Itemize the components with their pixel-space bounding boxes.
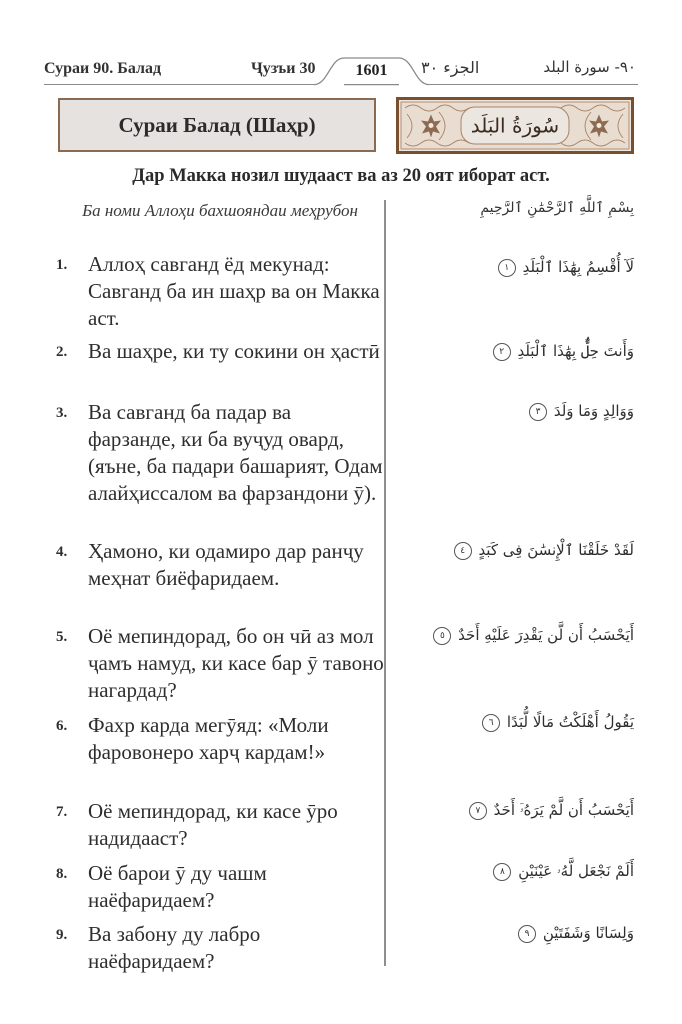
header-juz-tajik: Ҷузъи 30 [251,60,316,77]
verse-number: 4. [56,544,68,560]
header-juz-arabic: الجزء ٣٠ [421,58,480,77]
verse-arabic-text: لَآ أُقْسِمُ بِهَٰذَا ٱلْبَلَدِ [522,258,634,276]
surah-title-tajik: Сураи Балад (Шаҳр) [118,112,316,137]
ayah-number-marker-icon: ٢ [493,343,511,361]
header-surah-tajik: Сураи 90. Балад [44,60,162,77]
ayah-number-marker-icon: ٨ [493,863,511,881]
verse-arabic [400,713,634,732]
verse-text: Ҳамоно, ки одамиро дар ранҷу меҳнат биёфаридаем. [88,539,364,590]
verse-text: Оё барои ӯ ду чашм наёфаридаем? [88,861,267,912]
verse-number: 8. [56,866,68,882]
verse-text: Фахр карда мегӯяд: «Моли фаровонеро харҷ кардам!» [88,713,329,764]
verse-arabic-text: يَقُولُ أَهْلَكْتُ مَالًا لُّبَدًا [506,713,634,731]
surah-title-ornament [396,97,634,154]
verse-text: Оё мепиндорад, ки касе ӯро надидааст? [88,799,338,850]
ayah-number-marker-icon: ٤ [454,542,472,560]
verse-text: Ва шаҳре, ки ту сокини он ҳастӣ [88,339,380,363]
column-divider [384,200,386,966]
verse-arabic [400,862,634,881]
ayah-number-marker-icon: ٩ [518,925,536,943]
verse-number: 3. [56,405,68,421]
verse-arabic-text: وَأَنتَ حِلٌّۢ بِهَٰذَا ٱلْبَلَدِ [517,342,634,360]
header-surah-arabic: ٩٠- سورة البلد [543,58,636,76]
verse-arabic [400,924,634,943]
verse-number: 1. [56,257,68,273]
basmala-translation: Ба номи Аллоҳи бахшояндаи меҳрубон [82,201,358,220]
basmala-arabic: بِسْمِ ٱللَّهِ ٱلرَّحْمَٰنِ ٱلرَّحِيمِ [480,200,634,216]
verse-number: 5. [56,629,68,645]
verse-arabic-text: وَلِسَانًا وَشَفَتَيْنِ [542,924,634,942]
verse-arabic-text: لَقَدْ خَلَقْنَا ٱلْإِنسَٰنَ فِى كَبَدٍ [478,541,634,559]
verse-number: 7. [56,804,68,820]
verse-number: 9. [56,927,68,943]
revelation-info: Дар Макка нозил шудааст ва аз 20 оят иборат аст. [132,166,550,186]
ayah-number-marker-icon: ١ [498,259,516,277]
verse-arabic [400,402,634,421]
verse-text: Ва забону ду лабро наёфаридаем? [88,922,261,973]
verse-arabic [400,258,634,277]
verse-number: 2. [56,344,68,360]
running-header [44,56,638,86]
verse-arabic [400,342,634,361]
ayah-number-marker-icon: ٣ [529,403,547,421]
verse-number: 6. [56,718,68,734]
surah-title-arabic: سُورَةُ البَلَد [470,113,560,138]
verse-arabic-text: وَوَالِدٍ وَمَا وَلَدَ [553,402,634,420]
ayah-number-marker-icon: ٥ [433,627,451,645]
surah-title-box [58,98,376,152]
verse-arabic-text: أَيَحْسَبُ أَن لَّمْ يَرَهُۥٓ أَحَدٌ [493,801,634,819]
verse-arabic [400,801,634,820]
ayah-number-marker-icon: ٧ [469,802,487,820]
page-number-tab [314,56,429,86]
verse-arabic [400,541,634,560]
ayah-number-marker-icon: ٦ [482,714,500,732]
verse-arabic-text: أَيَحْسَبُ أَن لَّن يَقْدِرَ عَلَيْهِ أَحَدٌ [458,626,634,644]
verse-arabic-text: أَلَمْ نَجْعَل لَّهُۥ عَيْنَيْنِ [518,862,634,880]
verse-text: Ва савганд ба падар ва фарзанде, ки ба вуҷуд овард, (яъне, ба падари башарият, Одам алайҳиссалом ва фарзандони ӯ). [88,400,383,505]
verse-text: Оё мепиндорад, бо он чӣ аз мол ҷамъ намуд, ки касе бар ӯ тавоно нагардад? [88,624,384,702]
verse-arabic [400,626,634,645]
page-number: 1601 [355,62,388,79]
verse-text: Аллоҳ савганд ёд мекунад: Савганд ба ин шаҳр ва он Макка аст. [88,252,380,330]
